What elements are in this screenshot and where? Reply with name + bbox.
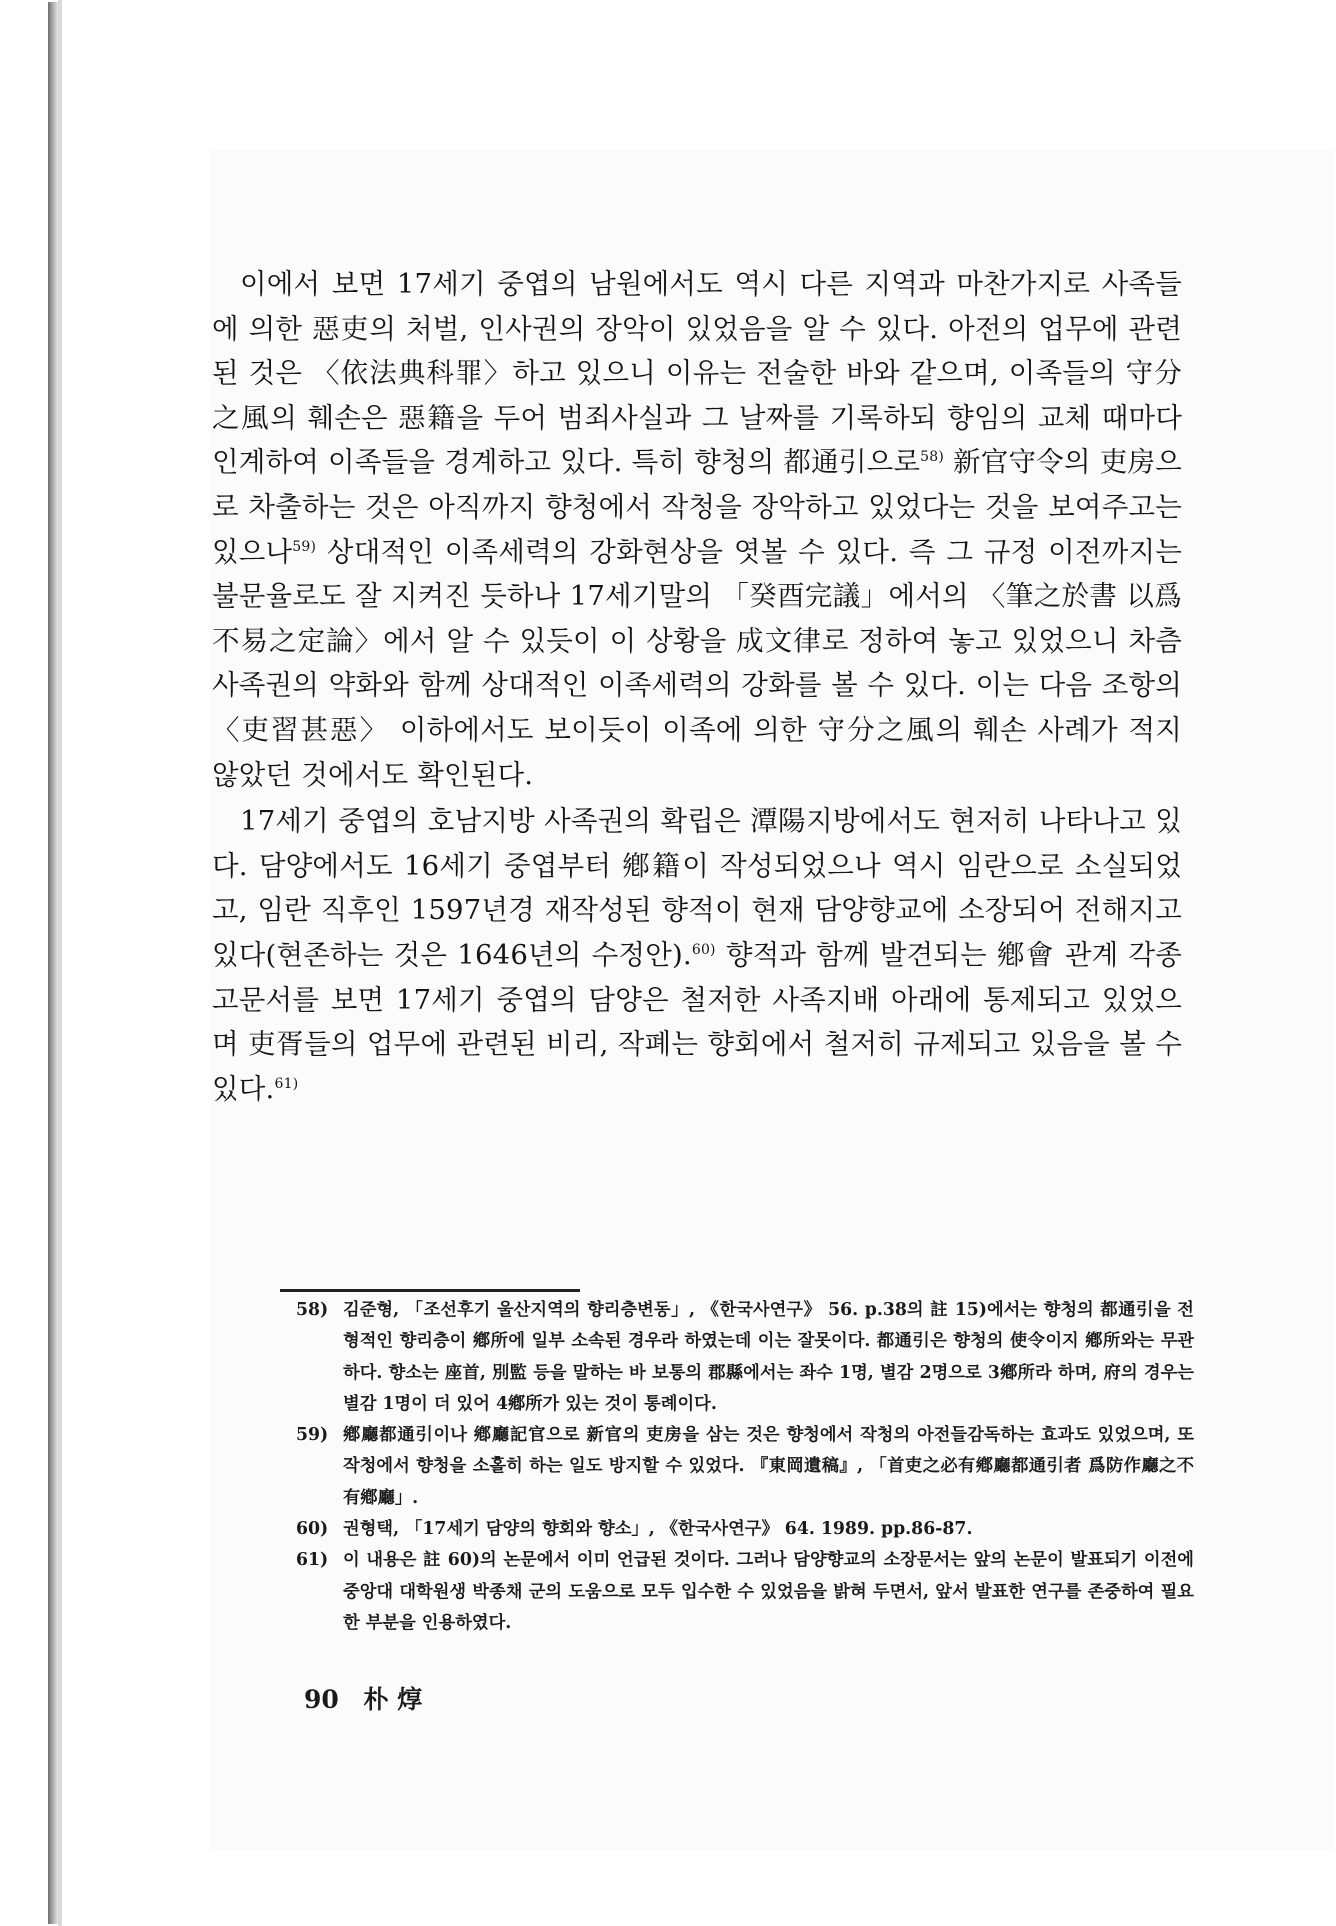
body-text bbox=[212, 262, 1182, 1111]
footnote-number: 59) bbox=[296, 1425, 329, 1446]
footnote-divider bbox=[280, 1289, 580, 1292]
footnote-60 bbox=[296, 1514, 1194, 1545]
footnote-text: 김준형, 「조선후기 울산지역의 향리층변동」, 《한국사연구》 56. p.38의 註 15)에서는 향청의 都通引을 전형적인 향리층이 鄕所에 일부 소속된 경우라 하였는데 이는 잘못이다. 都通引은 향청의 使令이지 鄕所와는 무관하다. 향소는 座首, 別監 등을 말하는 바 보통의 郡縣에서는 좌수 1명, 별감 2명으로 3鄕所라 하며, 府의 경우는 별감 1명이 더 있어 4鄕所가 있는 것이 통례이다. bbox=[343, 1300, 1194, 1414]
footnote-ref-61[interactable]: 61) bbox=[274, 1075, 299, 1092]
paragraph-2-text-a: 17세기 중엽의 호남지방 사족권의 확립은 潭陽지방에서도 현저히 나타나고 있다. 담양에서도 16세기 중엽부터 鄕籍이 작성되었으나 역시 임란으로 소실되었고, 임란 직후인 1597년경 재작성된 향적이 현재 담양향교에 소장되어 전해지고 있다(현존하는 것은 1646년의 수정안). bbox=[212, 805, 1182, 971]
paragraph-2 bbox=[212, 799, 1182, 1111]
footnote-number: 60) bbox=[296, 1519, 329, 1540]
footnote-ref-60[interactable]: 60) bbox=[691, 941, 716, 958]
footnote-61 bbox=[296, 1545, 1194, 1639]
footnotes bbox=[296, 1295, 1194, 1639]
paragraph-1-text-b: 新官守令의 吏房으로 차출하는 것은 아직까지 향청에서 작청을 장악하고 있었다는 것을 보여주고는 있으나 bbox=[212, 446, 1182, 568]
footnote-59 bbox=[296, 1420, 1194, 1514]
footnote-text: 권형택, 「17세기 담양의 향회와 향소」, 《한국사연구》 64. 1989. pp.86-87. bbox=[343, 1519, 973, 1540]
page-number: 90 bbox=[304, 1685, 339, 1714]
footnote-text: 이 내용은 註 60)의 논문에서 이미 언급된 것이다. 그러나 담양향교의 소장문서는 앞의 논문이 발표되기 이전에 중앙대 대학원생 박종채 군의 도움으로 모두 입수한 수 있었음을 밝혀 두면서, 앞서 발표한 연구를 존중하여 필요한 부분을 인용하였다. bbox=[343, 1550, 1194, 1633]
page-footer bbox=[304, 1683, 422, 1717]
paragraph-1-text-c: 상대적인 이족세력의 강화현상을 엿볼 수 있다. 즉 그 규정 이전까지는 불문율로도 잘 지켜진 듯하나 17세기말의 「癸酉完議」에서의 〈筆之於書 以爲不易之定論〉에서 알 수 있듯이 이 상황을 成文律로 정하여 놓고 있었으니 차츰 사족권의 약화와 함께 상대적인 이족세력의 강화를 볼 수 있다. 이는 다음 조항의 〈吏習甚惡〉 이하에서도 보이듯이 이족에 의한 守分之風의 훼손 사례가 적지 않았던 것에서도 확인된다. bbox=[212, 535, 1182, 791]
paragraph-1-text-a: 이에서 보면 17세기 중엽의 남원에서도 역시 다른 지역과 마찬가지로 사족들에 의한 惡吏의 처벌, 인사권의 장악이 있었음을 알 수 있다. 아전의 업무에 관련된 것은 〈依法典科罪〉하고 있으니 이유는 전술한 바와 같으며, 이족들의 守分之風의 훼손은 惡籍을 두어 범죄사실과 그 날짜를 기록하되 향임의 교체 때마다 인계하여 이족들을 경계하고 있다. 특히 향청의 都通引으로 bbox=[212, 268, 1182, 479]
running-author: 朴 焞 bbox=[363, 1685, 423, 1714]
paragraph-1 bbox=[212, 262, 1182, 797]
footnote-number: 61) bbox=[296, 1550, 329, 1571]
footnote-ref-58[interactable]: 58) bbox=[920, 449, 945, 466]
page-edge-shadow bbox=[48, 2, 58, 1924]
footnote-ref-59[interactable]: 59) bbox=[292, 538, 317, 555]
footnote-number: 58) bbox=[296, 1300, 329, 1320]
footnote-58 bbox=[296, 1295, 1194, 1420]
paragraph-2-text-b: 향적과 함께 발견되는 鄕會 관계 각종 고문서를 보면 17세기 중엽의 담양은 철저한 사족지배 아래에 통제되고 있었으며 吏胥들의 업무에 관련된 비리, 작폐는 향회에서 철저히 규제되고 있음을 볼 수 있다. bbox=[212, 938, 1182, 1105]
footnote-text: 鄕廳都通引이나 鄕廳記官으로 新官의 吏房을 삼는 것은 향청에서 작청의 아전들감독하는 효과도 있었으며, 또 작청에서 향청을 소홀히 하는 일도 방지할 수 있었다. 『東岡遺稿』, 「首吏之必有鄕廳都通引者 爲防作廳之不有鄕廳」. bbox=[343, 1425, 1194, 1508]
